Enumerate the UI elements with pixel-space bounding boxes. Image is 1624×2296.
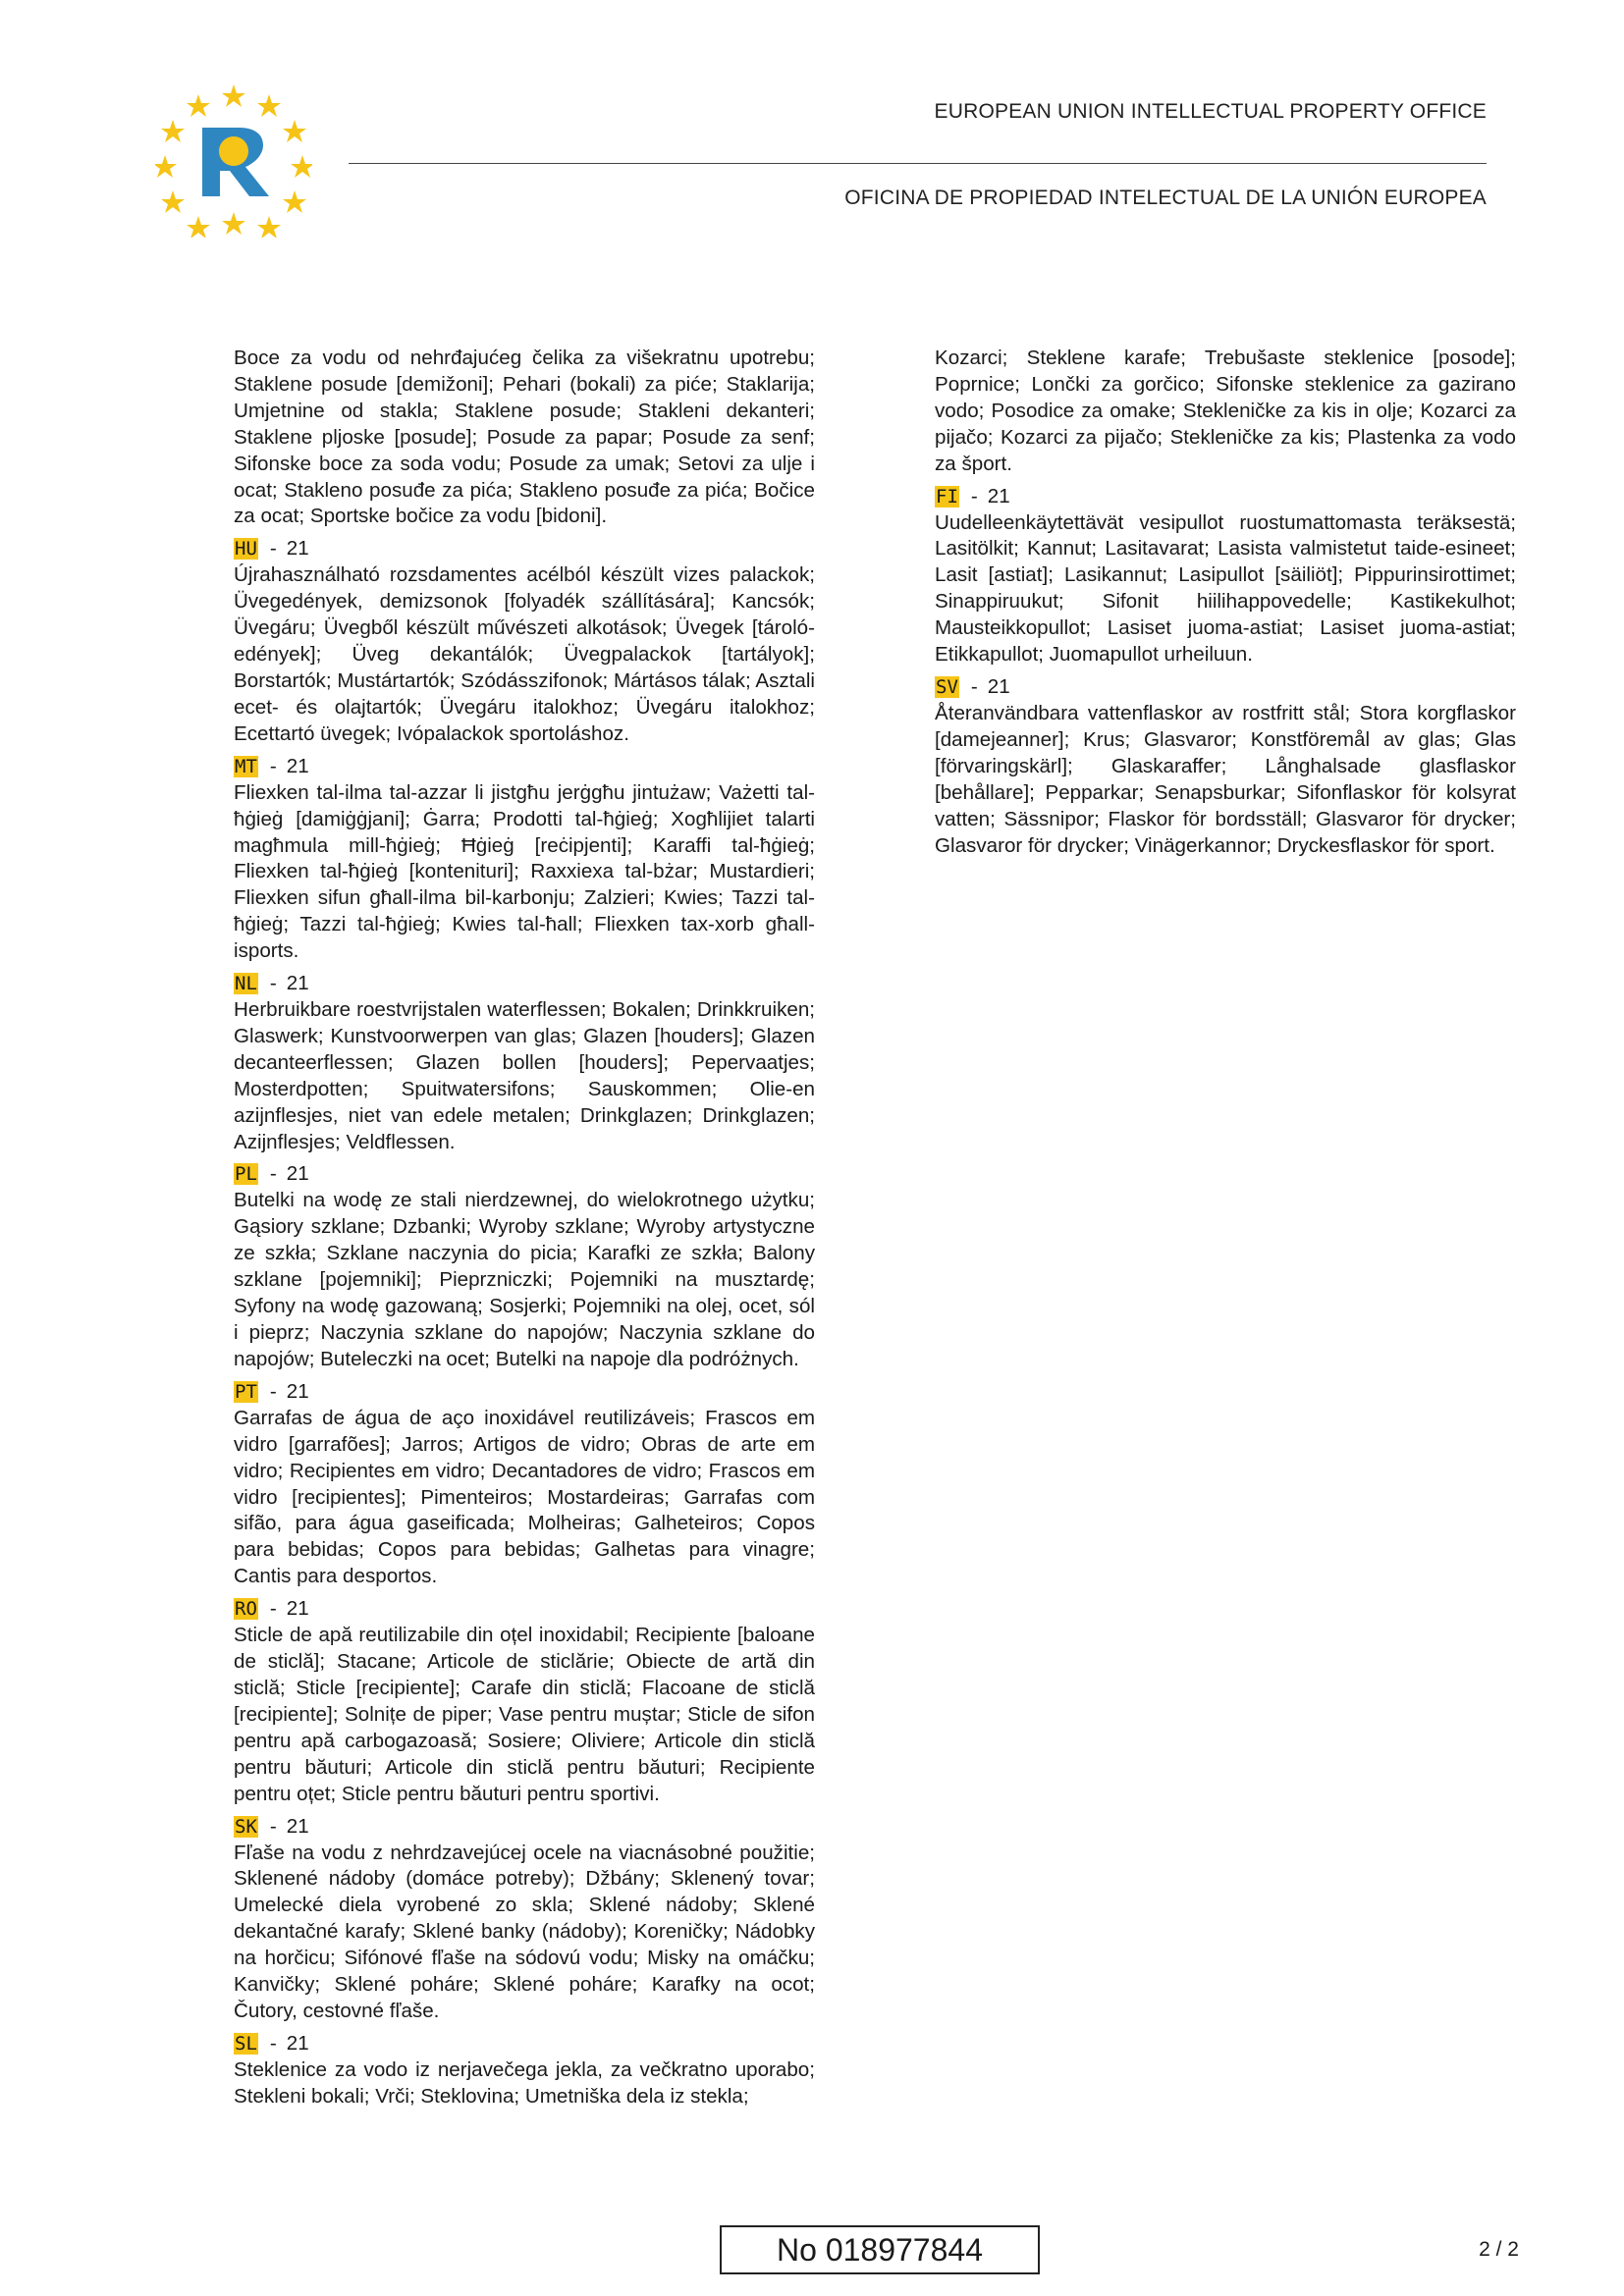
- nice-class: 21: [286, 1814, 309, 1838]
- language-code: SL: [235, 2032, 257, 2055]
- goods-list: Steklenice za vodo iz nerjavečega jekla, za večkratno uporabo; Stekleni bokali; Vrči; Steklovina; Umetniška dela iz stekla;: [234, 2057, 815, 2108]
- nice-class: 21: [286, 1379, 309, 1403]
- language-entry-pl: PL - 21 Butelki na wodę ze stali nierdzewnej, do wielokrotnego użytku; Gąsiory szklane; Dzbanki; Wyroby szklane; Wyroby artystyczne ze szkła; Szklane naczynia do picia; Karafki ze szkła; Balony szklane [pojemniki]; Pieprzniczki; Pojemniki na musztardę; Syfony na wodę gazowaną; Sosjerki; Pojemniki na olej, ocet, sól i pieprz; Naczynia szklane do napojów; Naczynia szklane do napojów; Buteleczki na ocet; Butelki na napoje dla podróżnych.: [234, 1160, 815, 1372]
- page-number: 2 / 2: [1479, 2238, 1519, 2261]
- nice-class: 21: [286, 1162, 309, 1186]
- language-entry-sl: SL - 21 Steklenice za vodo iz nerjavečega jekla, za večkratno uporabo; Stekleni bokali; Vrči; Steklovina; Umetniška dela iz stekla;: [234, 2030, 815, 2110]
- language-entry-hu: HU - 21 Újrahasználható rozsdamentes acélból készült vizes palackok; Üvegedények, demizsonok [folyadék szállítására]; Kancsók; Üvegáru; Üvegből készült művészeti alkotások; Üvegek [tárolóedények]; Üveg dekantálók; Üvegpalackok [tartályok]; Borstartók; Mustártartók; Szódásszifonok; Mártásos tálak; Asztali ecet- és olajtartók; Üvegáru italokhoz; Üvegáru italokhoz; Ecettartó üvegek; Ivópalackok sportoláshoz.: [234, 535, 815, 747]
- language-code: SV: [936, 675, 958, 698]
- language-code: SK: [235, 1815, 257, 1838]
- goods-list: Fliexken tal-ilma tal-azzar li jistgħu jerġgħu jintużaw; Vażetti tal-ħġieġ [damiġġjani]; Ġarra; Prodotti tal-ħġieġ; Xogħlijiet talarti magħmula mill-ħġieġ; Ħġieġ [reċipjenti]; Karaffi tal-ħġieġ; Fliexken tal-ħġieġ [kontenituri]; Raxxiexa tal-bżar; Mustardieri; Fliexken sifun għall-ilma bil-karbonju; Zalzieri; Kwies; Tazzi tal-ħġieġ; Tazzi tal-ħġieġ; Kwies tal-ħall; Fliexken tax-xorb għall-isports.: [234, 780, 815, 963]
- language-code: MT: [235, 755, 257, 777]
- goods-list: Återanvändbara vattenflaskor av rostfritt stål; Stora korgflaskor [damejeanner]; Krus; Glasvaror; Konstföremål av glas; Glas [förvaringskärl]; Glaskaraffer; Långhalsade glasflaskor [behållare]; Pepparkar; Senapsburkar; Sifonflaskor för kolsyrat vatten; Sässnipor; Flaskor för bordsställ; Glasvaror för drycker; Glasvaror för drycker; Vinägerkannor; Dryckesflaskor för sport.: [935, 701, 1516, 857]
- nice-class: 21: [286, 972, 309, 995]
- language-code: HU: [235, 538, 257, 561]
- language-entry-mt: MT - 21 Fliexken tal-ilma tal-azzar li jistgħu jerġgħu jintużaw; Vażetti tal-ħġieġ [damiġġjani]; Ġarra; Prodotti tal-ħġieġ; Xogħlijiet talarti magħmula mill-ħġieġ; Ħġieġ [reċipjenti]; Karaffi tal-ħġieġ; Fliexken tal-ħġieġ [kontenituri]; Raxxiexa tal-bżar; Mustardieri; Fliexken sifun għall-ilma bil-karbonju; Zalzieri; Kwies; Tazzi tal-ħġieġ; Tazzi tal-ħġieġ; Kwies tal-ħall; Fliexken tax-xorb għall-isports.: [234, 753, 815, 965]
- goods-list: Fľaše na vodu z nehrdzavejúcej ocele na viacnásobné použitie; Sklenené nádoby (domáce potreby); Džbány; Sklenený tovar; Umelecké diela vyrobené zo skla; Sklené nádoby; Sklené dekantačné karafy; Sklené banky (nádoby); Koreničky; Nádobky na horčicu; Sifónové fľaše na sódovú vodu; Misky na omáčku; Kanvičky; Sklené poháre; Sklené poháre; Karafky na ocot; Čutory, cestovné fľaše.: [234, 1841, 815, 2022]
- goods-list: Butelki na wodę ze stali nierdzewnej, do wielokrotnego użytku; Gąsiory szklane; Dzbanki; Wyroby szklane; Wyroby artystyczne ze szkła; Szklane naczynia do picia; Karafki ze szkła; Balony szklane [pojemniki]; Pieprzniczki; Pojemniki na musztardę; Syfony na wodę gazowaną; Sosjerki; Pojemniki na olej, ocet, sól i pieprz; Naczynia szklane do napojów; Naczynia szklane do napojów; Buteleczki na ocet; Butelki na napoje dla podróżnych.: [234, 1189, 815, 1370]
- nice-class: 21: [286, 2031, 309, 2055]
- language-entry-pt: PT - 21 Garrafas de água de aço inoxidável reutilizáveis; Frascos em vidro [garrafões]; Jarros; Artigos de vidro; Obras de arte em vidro; Recipientes em vidro; Decantadores de vidro; Frascos em vidro [recipientes]; Pimenteiros; Mostardeiras; Garrafas com sifão, para água gaseificada; Molheiras; Galheteiros; Copos para bebidas; Copos para bebidas; Galhetas para vinagre; Cantis para desportos.: [234, 1378, 815, 1590]
- language-entry-ro: RO - 21 Sticle de apă reutilizabile din oțel inoxidabil; Recipiente [baloane de sticlă]; Stacane; Articole de sticlărie; Obiecte de artă din sticlă; Sticle [recipiente]; Carafe din sticlă; Flacoane de sticlă [recipiente]; Solnițe de piper; Vase pentru muștar; Sticle de sifon pentru apă carbogazoasă; Sosiere; Oliviere; Articole din sticlă pentru băuturi; Articole din sticlă pentru băuturi; Recipiente pentru oțet; Sticle pentru băuturi pentru sportivi.: [234, 1595, 815, 1807]
- nice-class: 21: [987, 484, 1010, 507]
- goods-list: Uudelleenkäytettävät vesipullot ruostumattomasta teräksestä; Lasitölkit; Kannut; Lasitavarat; Lasista valmistetut taide-esineet; Lasit [astiat]; Lasikannut; Lasipullot [säiliöt]; Pippurinsirottimet; Sinappiruukut; Sifonit hiilihappovedelle; Kastikekulhot; Mausteikkopullot; Lasiset juoma-astiat; Lasiset juoma-astiat; Etikkapullot; Juomapullot urheiluun.: [935, 510, 1516, 667]
- nice-class: 21: [286, 537, 309, 561]
- right-column: [935, 346, 1516, 864]
- office-name-english: EUROPEAN UNION INTELLECTUAL PROPERTY OFFICE: [934, 100, 1487, 123]
- office-name-spanish: OFICINA DE PROPIEDAD INTELECTUAL DE LA UNIÓN EUROPEA: [844, 187, 1487, 209]
- nice-class: 21: [286, 754, 309, 777]
- continued-text: Boce za vodu od nehrđajućeg čelika za višekratnu upotrebu; Staklene posude [demižoni]; Pehari (bokali) za piće; Staklarija; Umjetnine od stakla; Staklene posude; Stakleni dekanteri; Staklene pljoske [posude]; Posude za papar; Posude za senf; Sifonske boce za soda vodu; Posude za umak; Setovi za ulje i ocat; Stakleno posuđe za pića; Stakleno posuđe za pića; Bočice za ocat; Sportske bočice za vodu [bidoni].: [234, 347, 815, 528]
- goods-list: Újrahasználható rozsdamentes acélból készült vizes palackok; Üvegedények, demizsonok [folyadék szállítására]; Kancsók; Üvegáru; Üvegből készült művészeti alkotások; Üvegek [tárolóedények]; Üveg dekantálók; Üvegpalackok [tartályok]; Borstartók; Mustártartók; Szódásszifonok; Mártásos tálak; Asztali ecet- és olajtartók; Üvegáru italokhoz; Üvegáru italokhoz; Ecettartó üvegek; Ivópalackok sportoláshoz.: [234, 563, 815, 745]
- registration-number: No 018977844: [720, 2225, 1040, 2274]
- language-entry-fi: FI - 21 Uudelleenkäytettävät vesipullot ruostumattomasta teräksestä; Lasitölkit; Kannut; Lasitavarat; Lasista valmistetut taide-esineet; Lasit [astiat]; Lasikannut; Lasipullot [säiliöt]; Pippurinsirottimet; Sinappiruukut; Sifonit hiilihappovedelle; Kastikekulhot; Mausteikkopullot; Lasiset juoma-astiat; Lasiset juoma-astiat; Etikkapullot; Juomapullot urheiluun.: [935, 483, 1516, 668]
- nice-class: 21: [286, 1597, 309, 1621]
- goods-list: Sticle de apă reutilizabile din oțel inoxidabil; Recipiente [baloane de sticlă]; Stacane; Articole de sticlărie; Obiecte de artă din sticlă; Sticle [recipiente]; Carafe din sticlă; Flacoane de sticlă [recipiente]; Solnițe de piper; Vase pentru muștar; Sticle de sifon pentru apă carbogazoasă; Sosiere; Oliviere; Articole din sticlă pentru băuturi; Articole din sticlă pentru băuturi; Recipiente pentru oțet; Sticle pentru băuturi pentru sportivi.: [234, 1624, 815, 1805]
- nice-class: 21: [987, 674, 1010, 698]
- header-divider: [349, 163, 1487, 164]
- continued-text: Kozarci; Steklene karafe; Trebušaste steklenice [posode]; Poprnice; Lončki za gorčico; Sifonske steklenice za gazirano vodo; Posodice za omake; Stekleničke za kis in olje; Kozarci za pijačo; Kozarci za pijačo; Stekleničke za kis; Plastenka za vodo za šport.: [935, 347, 1516, 475]
- language-code: PT: [235, 1380, 257, 1403]
- language-entry-sv: SV - 21 Återanvändbara vattenflaskor av rostfritt stål; Stora korgflaskor [damejeanner]; Krus; Glasvaror; Konstföremål av glas; Glas [förvaringskärl]; Glaskaraffer; Långhalsade glasflaskor [behållare]; Pepparkar; Senapsburkar; Sifonflaskor för kolsyrat vatten; Sässnipor; Flaskor för bordsställ; Glasvaror för drycker; Glasvaror för drycker; Vinägerkannor; Dryckesflaskor för sport.: [935, 673, 1516, 859]
- language-code: RO: [235, 1598, 257, 1621]
- goods-list: Herbruikbare roestvrijstalen waterflessen; Bokalen; Drinkkruiken; Glaswerk; Kunstvoorwerpen van glas; Glazen [houders]; Glazen decanteerflessen; Glazen bollen [houders]; Pepervaatjes; Mosterdpotten; Spuitwatersifons; Sauskommen; Olie-en azijnflesjes, niet van edele metalen; Drinkglazen; Drinkglazen; Azijnflesjes; Veldflessen.: [234, 998, 815, 1153]
- left-column: [234, 346, 815, 2115]
- language-code: FI: [936, 485, 958, 507]
- language-code: NL: [235, 973, 257, 995]
- language-entry-nl: NL - 21 Herbruikbare roestvrijstalen waterflessen; Bokalen; Drinkkruiken; Glaswerk; Kunstvoorwerpen van glas; Glazen [houders]; Glazen decanteerflessen; Glazen bollen [houders]; Pepervaatjes; Mosterdpotten; Spuitwatersifons; Sauskommen; Olie-en azijnflesjes, niet van edele metalen; Drinkglazen; Drinkglazen; Azijnflesjes; Veldflessen.: [234, 970, 815, 1155]
- euipo-logo-icon: [155, 80, 312, 238]
- language-entry-sk: SK - 21 Fľaše na vodu z nehrdzavejúcej ocele na viacnásobné použitie; Sklenené nádoby (domáce potreby); Džbány; Sklenený tovar; Umelecké diela vyrobené zo skla; Sklené nádoby; Sklené dekantačné karafy; Sklené banky (nádoby); Koreničky; Nádobky na horčicu; Sifónové fľaše na sódovú vodu; Misky na omáčku; Kanvičky; Sklené poháre; Sklené poháre; Karafky na ocot; Čutory, cestovné fľaše.: [234, 1813, 815, 2025]
- language-code: PL: [235, 1163, 257, 1186]
- goods-list: Garrafas de água de aço inoxidável reutilizáveis; Frascos em vidro [garrafões]; Jarros; Artigos de vidro; Obras de arte em vidro; Recipientes em vidro; Decantadores de vidro; Frascos em vidro [recipientes]; Pimenteiros; Mostardeiras; Garrafas com sifão, para água gaseificada; Molheiras; Galheteiros; Copos para bebidas; Copos para bebidas; Galhetas para vinagre; Cantis para desportos.: [234, 1406, 815, 1588]
